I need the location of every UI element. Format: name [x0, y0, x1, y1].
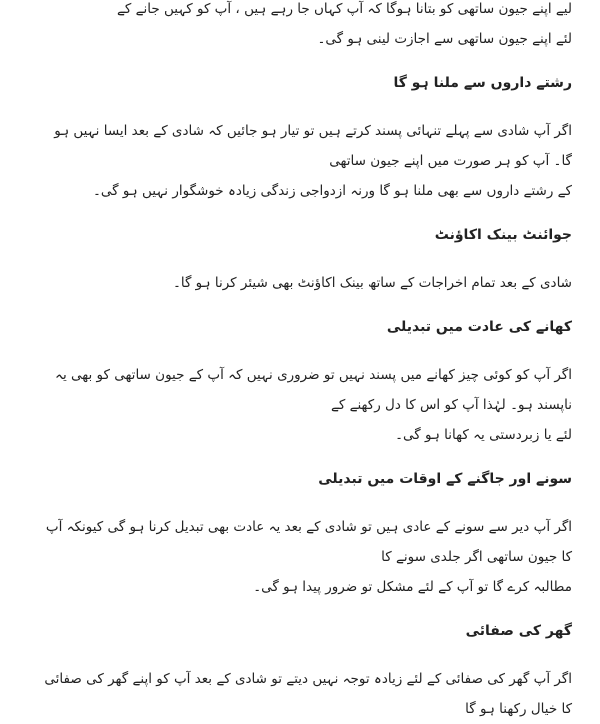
section-heading-house-cleaning: گھر کی صفائی: [465, 623, 572, 639]
section-heading-food-habits: کھانے کی عادت میں تبدیلی: [386, 319, 572, 335]
section-heading-bank-account: جوائنٹ بینک اکاؤنٹ: [434, 227, 572, 243]
intro-cut-line: لیے اپنے جیون ساتھی کو بتانا ہوگا کہ آپ کہاں جا رہے ہیں ، آپ کو کہیں جانے کے: [116, 1, 572, 17]
section-heading-sleep-timing: سونے اور جاگنے کے اوقات میں تبدیلی: [318, 471, 572, 487]
section-paragraph-line: کے رشتے داروں سے بھی ملنا ہو گا ورنہ ازدواجی زندگی زیادہ خوشگوار نہیں ہو گی۔: [92, 183, 572, 199]
section-paragraph-line: لئے یا زبردستی یہ کھانا ہو گی۔: [395, 427, 572, 443]
section-paragraph-line: اگر آپ شادی سے پہلے تنہائی پسند کرتے ہیں تو تیار ہو جائیں کہ شادی کے بعد ایسا نہیں ہو گا۔ آپ کو ہر صورت میں اپنے جیون ساتھی: [54, 123, 572, 169]
section-heading-relatives: رشتے داروں سے ملنا ہو گا: [393, 75, 572, 91]
section-paragraph-line: مطالبہ کرے گا تو آپ کے لئے مشکل تو ضرور پیدا ہو گی۔: [253, 579, 572, 595]
article-body: [34, 0, 572, 724]
section-paragraph-line: اگر آپ کو کوئی چیز کھانے میں پسند نہیں تو ضروری نہیں کہ آپ کے جیون ساتھی کو بھی یہ ناپسند ہو۔ لہٰذا آپ کو اس کا دل رکھنے کے: [55, 367, 572, 413]
section-paragraph-line: اگر آپ گھر کی صفائی کے لئے زیادہ توجہ نہیں دیتے تو شادی کے بعد آپ کو اپنے گھر کی صفائی کا خیال رکھنا ہو گا: [44, 671, 572, 717]
section-paragraph-line: شادی کے بعد تمام اخراجات کے ساتھ بینک اکاؤنٹ بھی شیئر کرنا ہو گا۔: [172, 275, 572, 291]
section-paragraph-line: اگر آپ دیر سے سونے کے عادی ہیں تو شادی کے بعد یہ عادت بھی تبدیل کرنا ہو گی کیونکہ آپ کا جیون ساتھی اگر جلدی سونے کا: [45, 519, 572, 565]
intro-last-line: لئے اپنے جیون ساتھی سے اجازت لینی ہو گی۔: [317, 31, 572, 47]
